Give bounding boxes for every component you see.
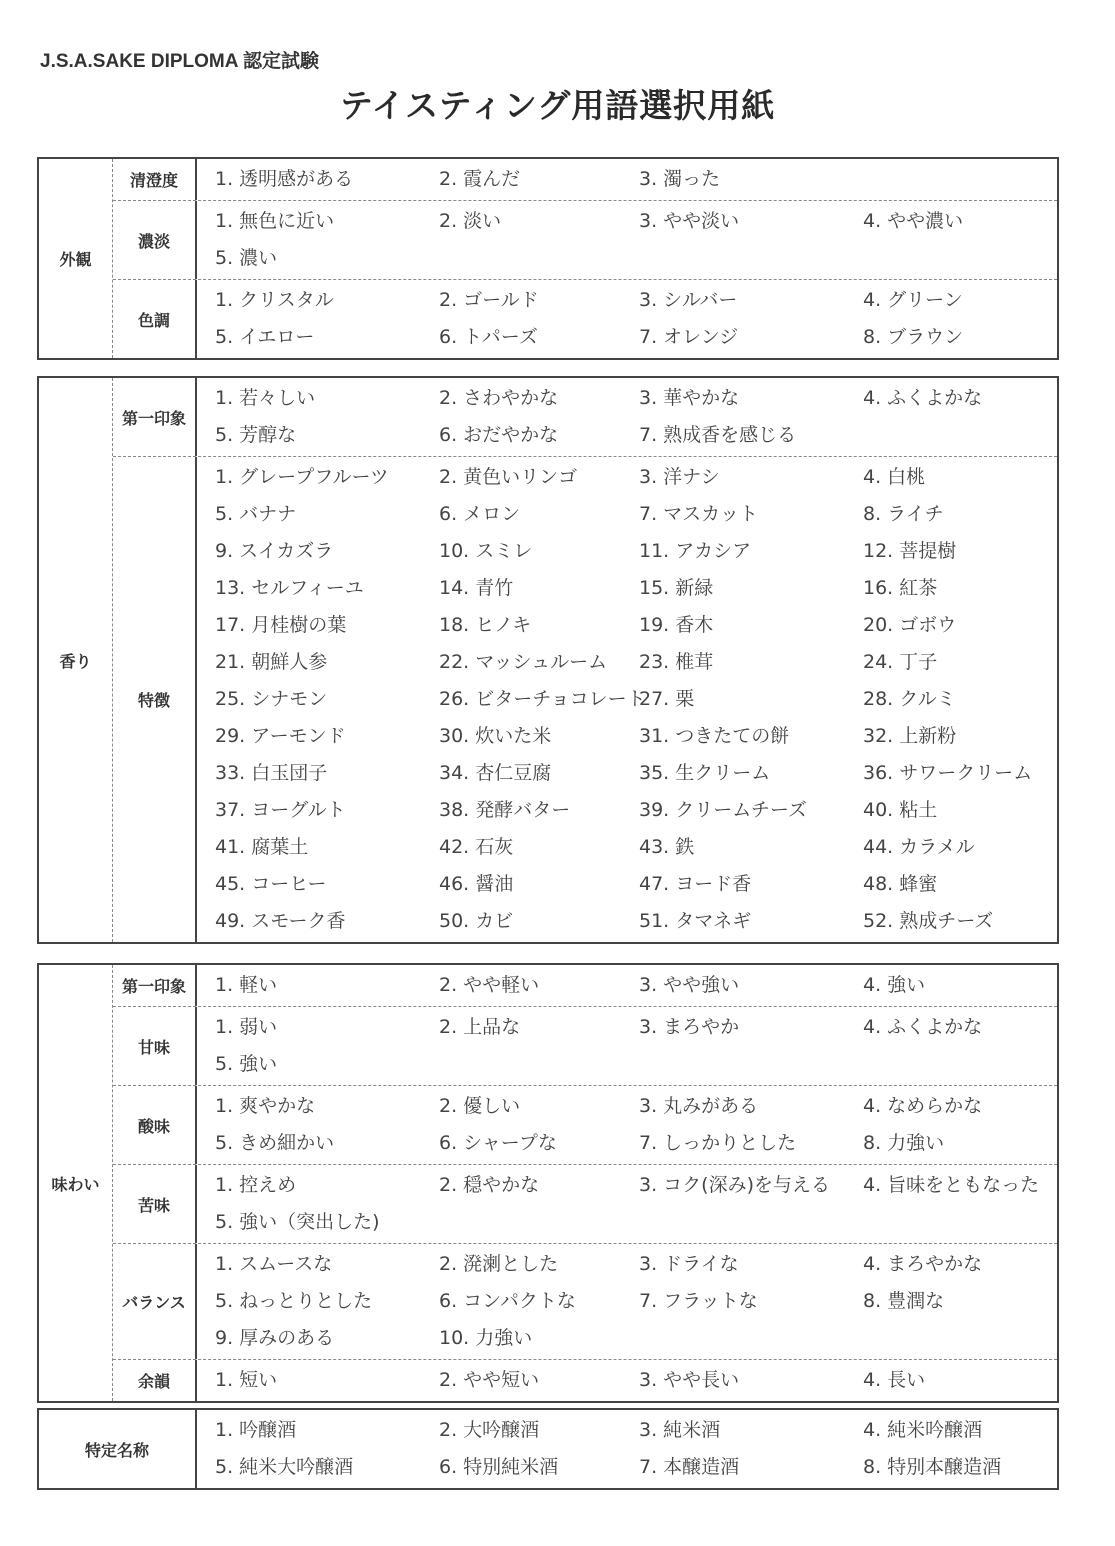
term-item[interactable]: 6. 特別純米酒 (439, 1456, 559, 1478)
term-item[interactable]: 19. 香木 (639, 614, 714, 636)
term-item[interactable]: 16. 紅茶 (863, 577, 938, 599)
term-item[interactable]: 5. 強い (215, 1053, 278, 1075)
term-item[interactable]: 46. 醤油 (439, 873, 514, 895)
section-label: 外観 (39, 159, 113, 358)
term-item[interactable]: 6. シャープな (439, 1132, 557, 1154)
subsection-list (113, 378, 1057, 942)
term-item[interactable]: 5. きめ細かい (215, 1132, 335, 1154)
term-item[interactable]: 6. コンパクトな (439, 1290, 576, 1312)
term-item[interactable]: 6. おだやかな (439, 424, 559, 446)
term-item[interactable]: 1. 若々しい (215, 387, 316, 409)
term-item[interactable]: 20. ゴボウ (863, 614, 957, 636)
term-item[interactable]: 48. 蜂蜜 (863, 873, 938, 895)
term-item[interactable]: 12. 菩提樹 (863, 540, 957, 562)
subsection-row (113, 1164, 1057, 1243)
term-item[interactable]: 8. ブラウン (863, 326, 964, 348)
term-item[interactable]: 4. グリーン (863, 289, 963, 311)
term-item[interactable]: 3. 華やかな (639, 387, 740, 409)
term-item[interactable]: 44. カラメル (863, 836, 975, 858)
term-item[interactable]: 4. 旨味をともなった (863, 1174, 1040, 1196)
subsection-label: 苦味 (113, 1165, 197, 1243)
term-item[interactable]: 9. スイカズラ (215, 540, 334, 562)
term-item[interactable]: 3. やや強い (639, 974, 740, 996)
section-0 (37, 157, 1059, 360)
term-item[interactable]: 2. ゴールド (439, 289, 539, 311)
term-item[interactable]: 1. 吟醸酒 (215, 1419, 297, 1441)
term-item[interactable]: 31. つきたての餅 (639, 725, 790, 747)
term-item[interactable]: 28. クルミ (863, 688, 956, 710)
term-item[interactable]: 3. やや長い (639, 1369, 740, 1391)
term-item[interactable]: 37. ヨーグルト (215, 799, 346, 821)
term-item[interactable]: 25. シナモン (215, 688, 328, 710)
term-item[interactable]: 30. 炊いた米 (439, 725, 552, 747)
term-item[interactable]: 2. 溌溂とした (439, 1253, 559, 1275)
subsection-list (113, 965, 1057, 1401)
term-item[interactable]: 1. 弱い (215, 1016, 278, 1038)
term-item[interactable]: 3. 純米酒 (639, 1419, 721, 1441)
subsection-label: 甘味 (113, 1007, 197, 1085)
section-1 (37, 376, 1059, 944)
term-item[interactable]: 1. クリスタル (215, 289, 334, 311)
subsection-label: 清澄度 (113, 159, 197, 200)
subsection-label: 色調 (113, 280, 197, 358)
term-item[interactable]: 50. カビ (439, 910, 514, 932)
section-label: 香り (39, 378, 113, 942)
term-item[interactable]: 3. シルバー (639, 289, 738, 311)
term-item[interactable]: 29. アーモンド (215, 725, 346, 747)
term-list (197, 1410, 1057, 1488)
term-item[interactable]: 8. 力強い (863, 1132, 945, 1154)
term-item[interactable]: 7. しっかりとした (639, 1132, 797, 1154)
term-item[interactable]: 6. トパーズ (439, 326, 538, 348)
term-item[interactable]: 33. 白玉団子 (215, 762, 328, 784)
term-item[interactable]: 5. 純米大吟醸酒 (215, 1456, 354, 1478)
term-list (197, 1244, 1057, 1359)
term-item[interactable]: 4. 長い (863, 1369, 926, 1391)
term-item[interactable]: 40. 粘土 (863, 799, 938, 821)
subsection-row (113, 279, 1057, 358)
term-item[interactable]: 5. 強い（突出した) (215, 1211, 380, 1233)
term-item[interactable]: 52. 熟成チーズ (863, 910, 994, 932)
subsection-label: 特徴 (113, 457, 197, 942)
page-title: テイスティング用語選択用紙 (339, 86, 776, 125)
term-item[interactable]: 2. やや短い (439, 1369, 540, 1391)
subsection-row (113, 159, 1057, 200)
subsection-row (113, 378, 1057, 456)
term-item[interactable]: 5. イエロー (215, 326, 315, 348)
term-item[interactable]: 7. 本醸造酒 (639, 1456, 740, 1478)
term-item[interactable]: 2. 上品な (439, 1016, 521, 1038)
term-item[interactable]: 1. 控えめ (215, 1174, 297, 1196)
term-item[interactable]: 5. バナナ (215, 503, 297, 525)
term-item[interactable]: 2. 淡い (439, 210, 502, 232)
term-item[interactable]: 2. 大吟醸酒 (439, 1419, 540, 1441)
subsection-row (113, 456, 1057, 942)
term-item[interactable]: 3. 濁った (639, 168, 721, 190)
subsection-row (113, 1006, 1057, 1085)
term-item[interactable]: 5. ねっとりとした (215, 1290, 373, 1312)
subsection-list (113, 159, 1057, 358)
term-list (197, 1007, 1057, 1085)
term-item[interactable]: 3. コク(深み)を与える (639, 1174, 830, 1196)
term-list (197, 159, 1057, 200)
term-item[interactable]: 47. ヨード香 (639, 873, 752, 895)
term-item[interactable]: 18. ヒノキ (439, 614, 532, 636)
term-item[interactable]: 3. まろやか (639, 1016, 740, 1038)
term-item[interactable]: 2. 優しい (439, 1095, 521, 1117)
term-item[interactable]: 1. 爽やかな (215, 1095, 316, 1117)
subsection-row (113, 1359, 1057, 1401)
term-item[interactable]: 24. 丁子 (863, 651, 938, 673)
term-item[interactable]: 9. 厚みのある (215, 1327, 335, 1349)
term-item[interactable]: 8. 豊潤な (863, 1290, 945, 1312)
term-item[interactable]: 8. ライチ (863, 503, 944, 525)
term-item[interactable]: 1. 軽い (215, 974, 278, 996)
term-item[interactable]: 10. スミレ (439, 540, 533, 562)
subsection-label: 酸味 (113, 1086, 197, 1164)
term-item[interactable]: 39. クリームチーズ (639, 799, 807, 821)
term-item[interactable]: 41. 腐葉土 (215, 836, 309, 858)
term-item[interactable]: 27. 栗 (639, 688, 695, 710)
subsection-row (113, 1085, 1057, 1164)
term-item[interactable]: 1. スムースな (215, 1253, 333, 1275)
term-list (197, 457, 1057, 942)
term-item[interactable]: 5. 芳醇な (215, 424, 297, 446)
term-item[interactable]: 7. マスカット (639, 503, 758, 525)
term-item[interactable]: 36. サワークリーム (863, 762, 1033, 784)
term-item[interactable]: 4. ふくよかな (863, 1016, 983, 1038)
term-item[interactable]: 35. 生クリーム (639, 762, 771, 784)
section-2 (37, 963, 1059, 1403)
section-label: 特定名称 (39, 1410, 197, 1488)
term-item[interactable]: 2. さわやかな (439, 387, 559, 409)
section-3 (37, 1408, 1059, 1490)
term-item[interactable]: 1. 短い (215, 1369, 278, 1391)
term-item[interactable]: 45. コーヒー (215, 873, 327, 895)
subsection-label: 第一印象 (113, 378, 197, 456)
term-item[interactable]: 4. 白桃 (863, 466, 926, 488)
term-item[interactable]: 6. メロン (439, 503, 521, 525)
term-item[interactable]: 7. フラットな (639, 1290, 758, 1312)
term-item[interactable]: 7. 熟成香を感じる (639, 424, 797, 446)
section-label: 味わい (39, 965, 113, 1401)
term-item[interactable]: 11. アカシア (639, 540, 752, 562)
term-list (197, 201, 1057, 279)
term-item[interactable]: 2. やや軽い (439, 974, 540, 996)
term-list (197, 965, 1057, 1006)
term-item[interactable]: 42. 石灰 (439, 836, 514, 858)
term-item[interactable]: 1. グレープフルーツ (215, 466, 389, 488)
term-item[interactable]: 4. ふくよかな (863, 387, 983, 409)
term-item[interactable]: 49. スモーク香 (215, 910, 346, 932)
term-item[interactable]: 1. 透明感がある (215, 168, 354, 190)
term-item[interactable]: 4. やや濃い (863, 210, 964, 232)
term-item[interactable]: 15. 新緑 (639, 577, 714, 599)
subsection-label: 余韻 (113, 1360, 197, 1401)
subsection-label: 第一印象 (113, 965, 197, 1006)
term-item[interactable]: 4. 強い (863, 974, 926, 996)
term-list (197, 280, 1057, 358)
term-list (197, 1086, 1057, 1164)
term-list (197, 1165, 1057, 1243)
term-item[interactable]: 23. 椎茸 (639, 651, 714, 673)
term-item[interactable]: 32. 上新粉 (863, 725, 957, 747)
term-item[interactable]: 14. 青竹 (439, 577, 514, 599)
term-item[interactable]: 1. 無色に近い (215, 210, 335, 232)
term-item[interactable]: 4. なめらかな (863, 1095, 983, 1117)
term-list (197, 1360, 1057, 1401)
subsection-row (113, 1243, 1057, 1359)
term-item[interactable]: 51. タマネギ (639, 910, 752, 932)
subsection-row (113, 200, 1057, 279)
term-item[interactable]: 2. 穏やかな (439, 1174, 540, 1196)
exam-header: J.S.A.SAKE DIPLOMA 認定試験 (40, 51, 320, 72)
term-item[interactable]: 21. 朝鮮人参 (215, 651, 328, 673)
term-item[interactable]: 2. 黄色いリンゴ (439, 466, 578, 488)
subsection-row (113, 965, 1057, 1006)
term-item[interactable]: 22. マッシュルーム (439, 651, 608, 673)
term-item[interactable]: 38. 発酵バター (439, 799, 571, 821)
term-item[interactable]: 3. 洋ナシ (639, 466, 720, 488)
subsection-label: バランス (113, 1244, 197, 1359)
term-item[interactable]: 26. ビターチョコレート (439, 688, 646, 710)
term-item[interactable]: 13. セルフィーユ (215, 577, 364, 599)
term-item[interactable]: 43. 鉄 (639, 836, 695, 858)
term-item[interactable]: 17. 月桂樹の葉 (215, 614, 347, 636)
term-item[interactable]: 10. 力強い (439, 1327, 533, 1349)
term-item[interactable]: 34. 杏仁豆腐 (439, 762, 552, 784)
term-list (197, 378, 1057, 456)
term-item[interactable]: 3. 丸みがある (639, 1095, 759, 1117)
term-item[interactable]: 2. 霞んだ (439, 168, 521, 190)
term-item[interactable]: 5. 濃い (215, 247, 278, 269)
term-item[interactable]: 7. オレンジ (639, 326, 739, 348)
term-item[interactable]: 3. やや淡い (639, 210, 740, 232)
term-item[interactable]: 4. まろやかな (863, 1253, 983, 1275)
term-item[interactable]: 4. 純米吟醸酒 (863, 1419, 983, 1441)
term-item[interactable]: 8. 特別本醸造酒 (863, 1456, 1002, 1478)
term-item[interactable]: 3. ドライな (639, 1253, 739, 1275)
subsection-label: 濃淡 (113, 201, 197, 279)
